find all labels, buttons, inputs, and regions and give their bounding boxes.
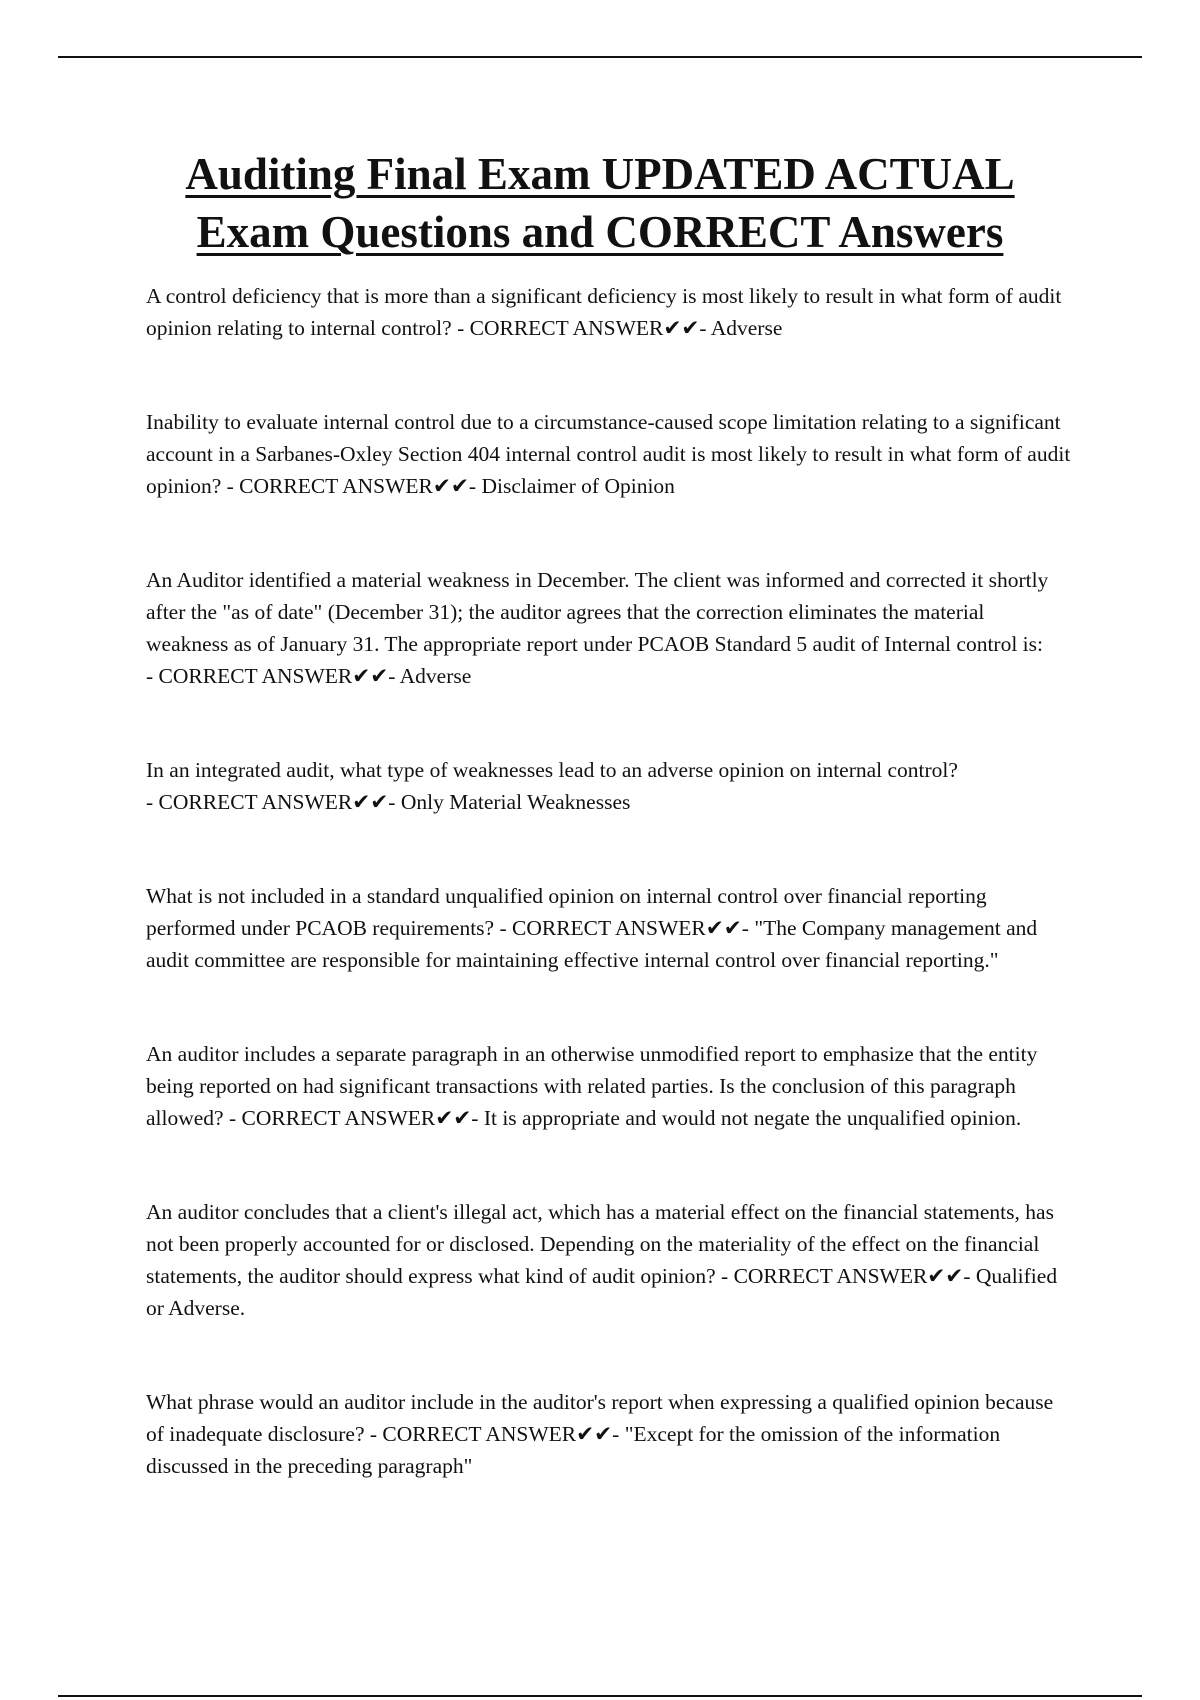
qa-list [146,280,1071,1544]
question-text: An auditor includes a separate paragraph in an otherwise unmodified report to emphasize that the entity being reported on had significant transactions with related parties. Is the conclusion of this paragraph allowed? [146,1042,1038,1130]
qa-item [146,1196,1071,1324]
answer-text: Disclaimer of Opinion [481,474,675,498]
correct-answer-marker: - CORRECT ANSWER✔✔- [494,916,755,940]
answer-text: "Except for the omission of the information discussed in the preceding paragraph" [146,1422,1001,1478]
bottom-rule [58,1695,1142,1697]
answer-text: Qualified or Adverse. [146,1264,1058,1320]
qa-item [146,1386,1071,1482]
answer-text: "The Company management and audit committee are responsible for maintaining effective internal control over financial reporting." [146,916,1038,972]
question-text: In an integrated audit, what type of weaknesses lead to an adverse opinion on internal control? [146,758,958,782]
qa-item [146,1038,1071,1134]
qa-item [146,880,1071,976]
correct-answer-marker: - CORRECT ANSWER✔✔- [715,1264,976,1288]
document-title [100,145,1100,261]
answer-text: It is appropriate and would not negate the unqualified opinion. [483,1106,1022,1130]
question-text: An auditor concludes that a client's illegal act, which has a material effect on the financial statements, has not been properly accounted for or disclosed. Depending on the materiality of the effect on the financial statements, the auditor should express what kind of audit opinion? [146,1200,1054,1288]
question-text: What phrase would an auditor include in the auditor's report when expressing a qualified opinion because of inadequate disclosure? [146,1390,1054,1446]
correct-answer-marker: - CORRECT ANSWER✔✔- [221,474,482,498]
title-line-2: Exam Questions and CORRECT Answers [196,207,1004,257]
qa-item [146,280,1071,344]
correct-answer-marker: - CORRECT ANSWER✔✔- [451,316,711,340]
question-text: What is not included in a standard unqualified opinion on internal control over financial reporting performed under PCAOB requirements? [146,884,987,940]
qa-item [146,406,1071,502]
qa-item [146,564,1071,692]
question-text: A control deficiency that is more than a significant deficiency is most likely to result in what form of audit opinion relating to internal control? [146,284,1062,340]
question-text: An Auditor identified a material weakness in December. The client was informed and corrected it shortly after the "as of date" (December 31); the auditor agrees that the correction eliminates the material weakness as of January 31. The appropriate report under PCAOB Standard 5 audit of Internal control is: [146,568,1049,656]
question-text: Inability to evaluate internal control due to a circumstance-caused scope limitation relating to a significant account in a Sarbanes-Oxley Section 404 internal control audit is most likely to result in what form of audit opinion? [146,410,1071,498]
correct-answer-marker: - CORRECT ANSWER✔✔- [364,1422,625,1446]
qa-item [146,754,1071,818]
top-rule [58,56,1142,58]
answer-text: Only Material Weaknesses [400,790,631,814]
answer-text: Adverse [710,316,783,340]
correct-answer-marker: - CORRECT ANSWER✔✔- [146,664,400,688]
correct-answer-marker: - CORRECT ANSWER✔✔- [223,1106,484,1130]
correct-answer-marker: - CORRECT ANSWER✔✔- [146,790,401,814]
title-line-1: Auditing Final Exam UPDATED ACTUAL [185,149,1015,199]
answer-text: Adverse [399,664,472,688]
